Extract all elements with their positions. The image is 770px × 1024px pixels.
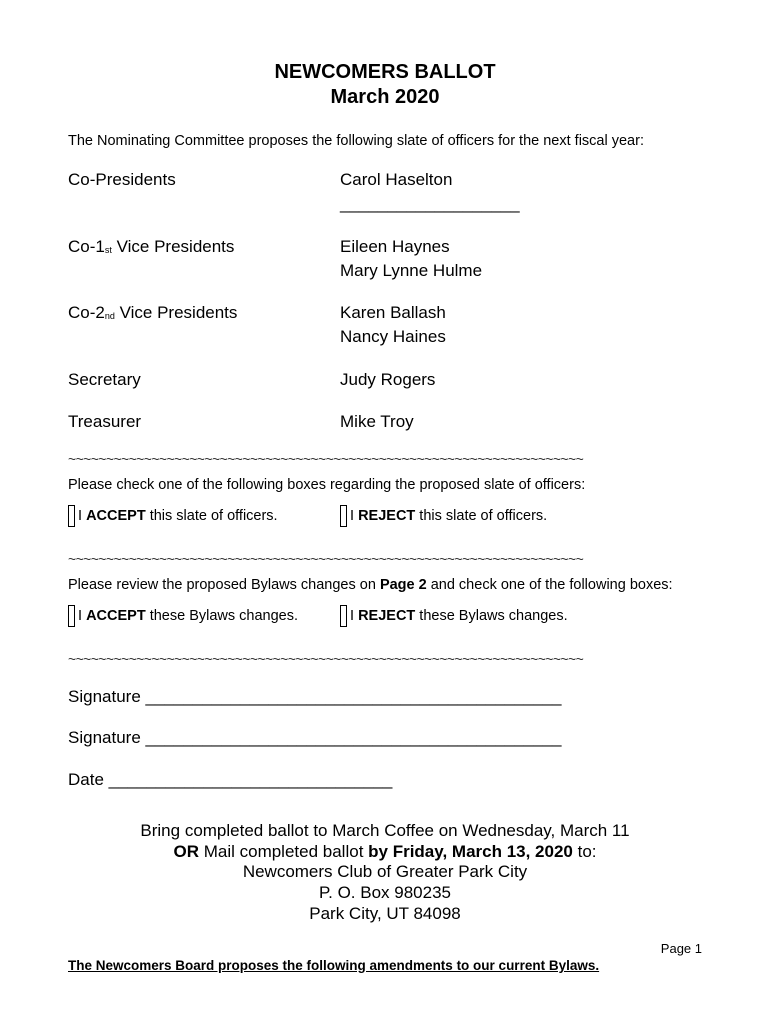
city-state-zip: Park City, UT 84098 bbox=[309, 904, 461, 923]
second-vp-name-2: Nancy Haines bbox=[340, 327, 446, 346]
signature-line-2[interactable]: Signature ____________________________________________ bbox=[68, 728, 562, 747]
second-vp-label-post: Vice Presidents bbox=[114, 303, 238, 322]
bylaws-amendments-heading: The Newcomers Board proposes the following amendments to our current Bylaws. bbox=[68, 958, 600, 973]
first-vp-name-1: Eileen Haynes bbox=[340, 237, 450, 256]
second-vp-label-sup: nd bbox=[104, 311, 115, 321]
intro-text: The Nominating Committee proposes the following slate of officers for the next fiscal year: bbox=[68, 133, 644, 149]
tilde-separator-2: ~~~~~~~~~~~~~~~~~~~~~~~~~~~~~~~~~~~~~~~~~~~~~~~~~~~~~~~~~~~~~~~~~~~~ bbox=[68, 551, 584, 567]
first-vp-label-pre: Co-1 bbox=[68, 237, 105, 256]
accept-bylaws-checkbox[interactable] bbox=[68, 605, 75, 627]
bylaws-vote-prompt: Please review the proposed Bylaws changes on Page 2 and check one of the following boxes: bbox=[68, 577, 673, 593]
po-box: P. O. Box 980235 bbox=[318, 883, 451, 902]
accept-bylaws-label: I ACCEPT these Bylaws changes. bbox=[78, 608, 299, 624]
reject-bylaws-checkbox[interactable] bbox=[340, 605, 347, 627]
accept-bylaws-option[interactable] bbox=[68, 605, 298, 627]
signature-line-1[interactable]: Signature ____________________________________________ bbox=[68, 687, 562, 706]
second-vp-name-1: Karen Ballash bbox=[340, 303, 446, 322]
instructions-line-2: OR Mail completed ballot by Friday, March 13, 2020 to: bbox=[173, 842, 597, 861]
tilde-separator-1: ~~~~~~~~~~~~~~~~~~~~~~~~~~~~~~~~~~~~~~~~~~~~~~~~~~~~~~~~~~~~~~~~~~~~ bbox=[68, 451, 584, 467]
accept-officers-checkbox[interactable] bbox=[68, 505, 75, 527]
reject-bylaws-option[interactable] bbox=[340, 605, 568, 627]
first-vp-name-2: Mary Lynne Hulme bbox=[340, 261, 483, 280]
co-president-name-blank: ___________________ bbox=[340, 194, 520, 213]
ballot-title: NEWCOMERS BALLOT bbox=[274, 61, 496, 83]
first-vp-label-post: Vice Presidents bbox=[111, 237, 235, 256]
secretary-label: Secretary bbox=[68, 370, 141, 389]
instructions-line-1: Bring completed ballot to March Coffee on Wednesday, March 11 bbox=[140, 821, 630, 840]
tilde-separator-3: ~~~~~~~~~~~~~~~~~~~~~~~~~~~~~~~~~~~~~~~~~~~~~~~~~~~~~~~~~~~~~~~~~~~~ bbox=[68, 651, 584, 667]
treasurer-label: Treasurer bbox=[68, 412, 142, 431]
reject-bylaws-label: I REJECT these Bylaws changes. bbox=[350, 608, 568, 624]
first-vp-label-sup: st bbox=[104, 245, 112, 255]
page-number: Page 1 bbox=[660, 941, 702, 956]
secretary-name: Judy Rogers bbox=[340, 370, 436, 389]
club-name: Newcomers Club of Greater Park City bbox=[242, 862, 528, 881]
first-vp-label bbox=[68, 237, 234, 257]
second-vp-label-pre: Co-2 bbox=[68, 303, 105, 322]
co-president-name-1: Carol Haselton bbox=[340, 170, 453, 189]
reject-officers-label: I REJECT this slate of officers. bbox=[350, 508, 548, 524]
date-line[interactable]: Date ______________________________ bbox=[68, 770, 393, 789]
reject-officers-option[interactable] bbox=[340, 505, 547, 527]
treasurer-name: Mike Troy bbox=[340, 412, 414, 431]
co-presidents-label: Co-Presidents bbox=[68, 170, 176, 189]
accept-officers-label: I ACCEPT this slate of officers. bbox=[78, 508, 278, 524]
reject-officers-checkbox[interactable] bbox=[340, 505, 347, 527]
ballot-date: March 2020 bbox=[330, 86, 440, 108]
second-vp-label bbox=[68, 303, 237, 323]
accept-officers-option[interactable] bbox=[68, 505, 278, 527]
officers-vote-prompt: Please check one of the following boxes regarding the proposed slate of officers: bbox=[68, 477, 586, 493]
